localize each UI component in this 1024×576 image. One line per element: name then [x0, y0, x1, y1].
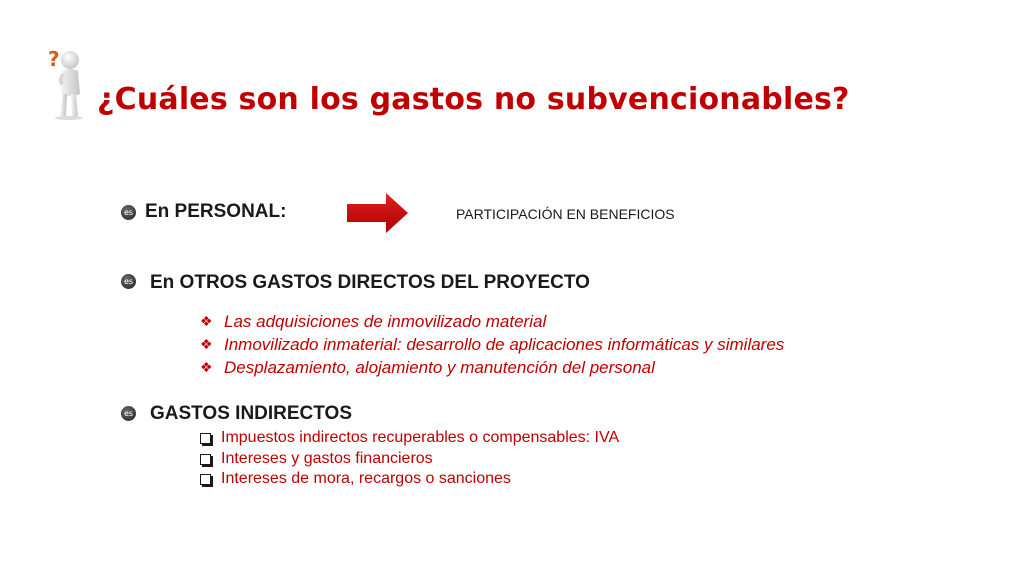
section-heading-otros: En OTROS GASTOS DIRECTOS DEL PROYECTO — [150, 272, 590, 293]
personal-note: PARTICIPACIÓN EN BENEFICIOS — [456, 206, 675, 222]
thinking-figure-icon — [44, 44, 90, 120]
diamond-bullet-icon: ❖ — [200, 336, 213, 352]
diamond-bullet-icon: ❖ — [200, 359, 213, 375]
list-item-text: Intereses de mora, recargos o sanciones — [221, 470, 511, 487]
list-item — [198, 310, 784, 333]
checkbox-bullet-icon — [200, 474, 211, 485]
bullet-icon: es — [121, 205, 136, 220]
checkbox-bullet-icon — [200, 433, 211, 444]
list-item-text: Intereses y gastos financieros — [221, 449, 433, 467]
bullet-icon: es — [121, 274, 136, 289]
list-item-text: Impuestos indirectos recuperables o compensables: IVA — [221, 429, 620, 446]
gastos-indirectos-list — [197, 428, 619, 490]
otros-gastos-list — [198, 310, 784, 379]
list-item-text: Inmovilizado inmaterial: desarrollo de aplicaciones informáticas y similares — [224, 335, 785, 354]
list-item — [197, 469, 619, 490]
list-item — [197, 428, 619, 449]
checkbox-bullet-icon — [200, 454, 211, 465]
list-item — [198, 333, 784, 356]
list-item-text: Desplazamiento, alojamiento y manutención del personal — [224, 358, 655, 377]
section-heading-indirectos: GASTOS INDIRECTOS — [150, 403, 352, 424]
list-item — [198, 356, 784, 379]
svg-text:?: ? — [48, 47, 60, 71]
bullet-icon: es — [121, 406, 136, 421]
diamond-bullet-icon: ❖ — [200, 313, 213, 329]
list-item — [197, 449, 619, 470]
page-title: ¿Cuáles son los gastos no subvencionables? — [97, 82, 850, 117]
list-item-text: Las adquisiciones de inmovilizado material — [224, 312, 547, 331]
section-heading-personal: En PERSONAL: — [145, 201, 287, 222]
right-arrow-icon — [346, 192, 410, 234]
